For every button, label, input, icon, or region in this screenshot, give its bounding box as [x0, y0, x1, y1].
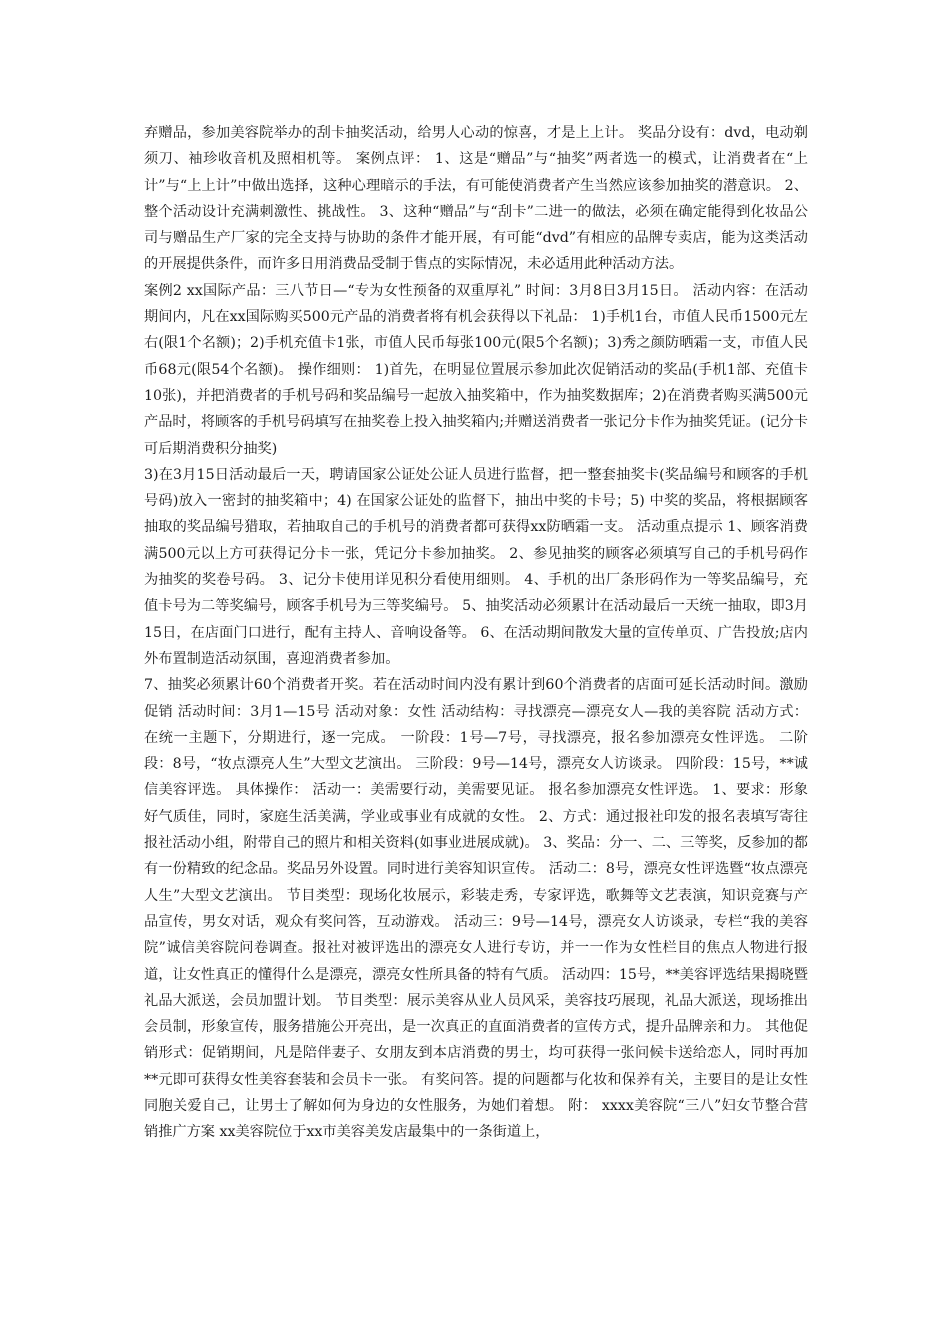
paragraph-incentive-promotion: 7、抽奖必须累计60个消费者开奖。若在活动时间内没有累计到60个消费者的店面可延长活动时间。激励促销 活动时间：3月1—15号 活动对象：女性 活动结构：寻找漂亮—漂亮女人—我的美容院 活动方式：在统一主题下，分期进行，逐一完成。 一阶段：1号—7号，寻找漂亮，报名参加漂亮女性评选。 二阶段：8号，“妆点漂亮人生”大型文艺演出。 三阶段：9号—14号，漂亮女人访谈录。 四阶段：15号，**诚信美容评选。 具体操作： 活动一：美需要行动，美需要见证。 报名参加漂亮女性评选。 1、要求：形象好气质佳，同时，家庭生活美满，学业或事业有成就的女性。 2、方式：通过报社印发的报名表填写寄往报社活动小组，附带自己的照片和相关资料(如事业进展成就)。 3、奖品：分一、二、三等奖，反参加的都有一份精致的纪念品。奖品另外设置。同时进行美容知识宣传。 活动二：8号，漂亮女性评选暨“妆点漂亮人生”大型文艺演出。 节目类型：现场化妆展示，彩装走秀，专家评选，歌舞等文艺表演，知识竞赛与产品宣传，男女对话，观众有奖问答，互动游戏。 活动三：9号—14号，漂亮女人访谈录，专栏“我的美容院”诚信美容院问卷调查。报社对被评选出的漂亮女人进行专访，并一一作为女性栏目的焦点人物进行报道，让女性真正的懂得什么是漂亮，漂亮女性所具备的特有气质。 活动四：15号，**美容评选结果揭晓暨礼品大派送，会员加盟计划。 节目类型：展示美容从业人员风采，美容技巧展现，礼品大派送，现场推出会员制，形象宣传，服务措施公开亮出，是一次真正的直面消费者的宣传方式，提升品牌亲和力。 其他促销形式：促销期间，凡是陪伴妻子、女朋友到本店消费的男士，均可获得一张问候卡送给恋人，同时再加**元即可获得女性美容套装和会员卡一张。 有奖问答。提的问题都与化妆和保养有关，主要目的是让女性同胞关爱自己，让男士了解如何为身边的女性服务，为她们着想。 附： xxxx美容院“三八”妇女节整合营销推广方案 xx美容院位于xx市美容美发店最集中的一条街道上，	[144, 677, 808, 1141]
document-body	[144, 120, 808, 1146]
paragraph-case2-draw-rules: 3)在3月15日活动最后一天，聘请国家公证处公证人员进行监督，把一整套抽奖卡(奖品编号和顾客的手机号码)放入一密封的抽奖箱中；4) 在国家公证处的监督下，抽出中奖的卡号；5) 中奖的奖品，将根据顾客抽取的奖品编号猎取，若抽取自己的手机号的消费者都可获得xx防晒霜一支。 活动重点提示 1、顾客消费满500元以上方可获得记分卡一张，凭记分卡参加抽奖。 2、参见抽奖的顾客必须填写自己的手机号码作为抽奖的奖卷号码。 3、记分卡使用详见积分看使用细则。 4、手机的出厂条形码作为一等奖品编号，充值卡号为二等奖编号，顾客手机号为三等奖编号。 5、抽奖活动必须累计在活动最后一天统一抽取，即3月15日，在店面门口进行，配有主持人、音响设备等。 6、在活动期间散发大量的宣传单页、广告投放;店内外布置制造活动氛围，喜迎消费者参加。	[144, 466, 808, 667]
paragraph-case1-commentary: 弃赠品，参加美容院举办的刮卡抽奖活动，给男人心动的惊喜，才是上上计。 奖品分设有：dvd，电动剃须刀、袖珍收音机及照相机等。 案例点评： 1、这是“赠品”与“抽奖”两者选一的模式，让消费者在“上计”与“上上计”中做出选择，这种心理暗示的手法，有可能使消费者产生当然应该参加抽奖的潜意识。 2、整个活动设计充满刺激性、挑战性。 3、这种“赠品”与“刮卡”二进一的做法，必须在确定能得到化妆品公司与赠品生产厂家的完全支持与协助的条件才能开展，有可能“dvd”有相应的品牌专卖店，能为这类活动的开展提供条件，而许多日用消费品受制于售点的实际情况，未必适用此种活动方法。	[144, 125, 808, 273]
paragraph-case2-intro: 案例2 xx国际产品：三八节日—“专为女性预备的双重厚礼” 时间：3月8日3月15日。 活动内容：在活动期间内，凡在xx国际购买500元产品的消费者将有机会获得以下礼品： 1)手机1台，市值人民币1500元左右(限1个名额)；2)手机充值卡1张，市值人民币每张100元(限5个名额)；3)秀之颜防晒霜一支，市值人民币68元(限54个名额)。 操作细则： 1)首先，在明显位置展示参加此次促销活动的奖品(手机1部、充值卡10张)，并把消费者的手机号码和奖品编号一起放入抽奖箱中，作为抽奖数据库；2)在消费者购买满500元产品时，将顾客的手机号码填写在抽奖卷上投入抽奖箱内;并赠送消费者一张记分卡作为抽奖凭证。(记分卡可后期消费积分抽奖)	[144, 282, 808, 457]
